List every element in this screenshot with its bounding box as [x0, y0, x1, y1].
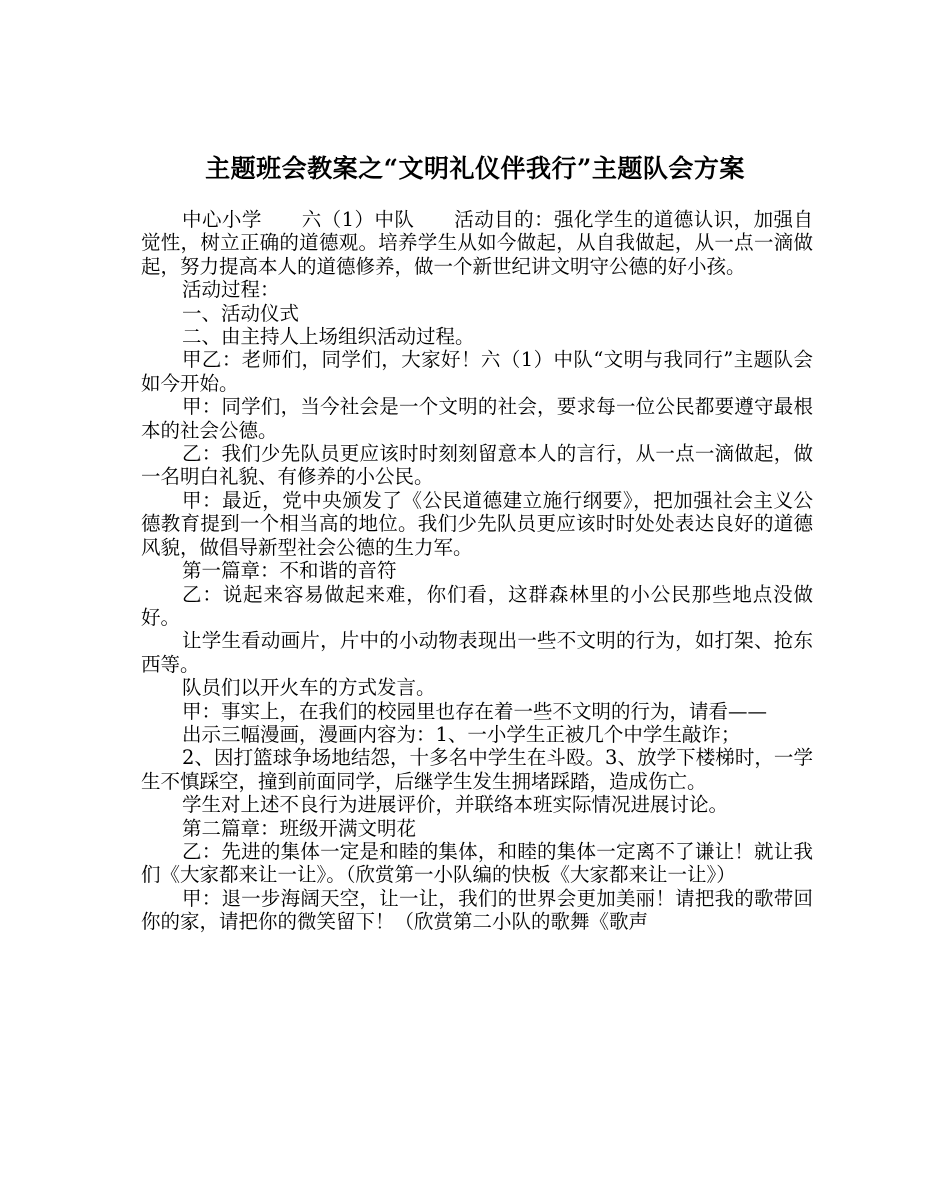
paragraph: 出示三幅漫画，漫画内容为：1、一小学生正被几个中学生敲诈；	[182, 722, 741, 746]
paragraph: 2、因打篮球争场地结怨，十多名中学生在斗殴。3、放学下楼梯时，一学生不慎踩空，撞到前面同学，后继学生发生拥堵踩踏，造成伤亡。	[141, 746, 813, 793]
paragraph: 二、由主持人上场组织活动过程。	[182, 325, 475, 349]
paragraph: 队员们以开火车的方式发言。	[182, 676, 436, 700]
paragraph: 乙：我们少先队员更应该时时刻刻留意本人的言行，从一点一滴做起，做一名明白礼貌、有修养的小公民。	[141, 442, 813, 489]
document-body	[141, 208, 813, 934]
paragraph: 甲：事实上，在我们的校园里也存在着一些不文明的行为，请看——	[182, 699, 768, 723]
paragraph: 活动过程：	[182, 278, 280, 302]
paragraph: 乙：说起来容易做起来难，你们看，这群森林里的小公民那些地点没做好。	[141, 582, 813, 629]
paragraph: 一、活动仪式	[182, 301, 300, 325]
section-heading: 第一篇章：不和谐的音符	[182, 559, 397, 583]
paragraph: 乙：先进的集体一定是和睦的集体，和睦的集体一定离不了谦让！就让我们《大家都来让一让》。（欣赏第一小队编的快板《大家都来让一让》）	[141, 839, 813, 887]
document-title: 主题班会教案之“文明礼仪伴我行”主题队会方案	[205, 153, 745, 183]
paragraph: 甲乙：老师们，同学们，大家好！六（1）中队“文明与我同行”主题队会如今开始。	[141, 348, 813, 395]
paragraph: 甲：退一步海阔天空，让一让，我们的世界会更加美丽！请把我的歌带回你的家，请把你的微笑留下！（欣赏第二小队的歌舞《歌声	[141, 886, 813, 934]
paragraph: 学生对上述不良行为进展评价，并联络本班实际情况进展讨论。	[182, 793, 729, 817]
paragraph: 甲：同学们，当今社会是一个文明的社会，要求每一位公民都要遵守最根本的社会公德。	[141, 395, 813, 442]
paragraph: 中心小学 六（1）中队 活动目的：强化学生的道德认识，加强自觉性，树立正确的道德观。培养学生从如今做起，从自我做起，从一点一滴做起，努力提高本人的道德修养，做一个新世纪讲文明守公德的好小孩。	[141, 208, 813, 278]
paragraph: 让学生看动画片，片中的小动物表现出一些不文明的行为，如打架、抢东西等。	[141, 629, 813, 676]
paragraph: 甲：最近，党中央颁发了《公民道德建立施行纲要》，把加强社会主义公德教育提到一个相当高的地位。我们少先队员更应该时时处处表达良好的道德风貌，做倡导新型社会公德的生力军。	[141, 488, 813, 559]
section-heading: 第二篇章：班级开满文明花	[182, 816, 417, 840]
